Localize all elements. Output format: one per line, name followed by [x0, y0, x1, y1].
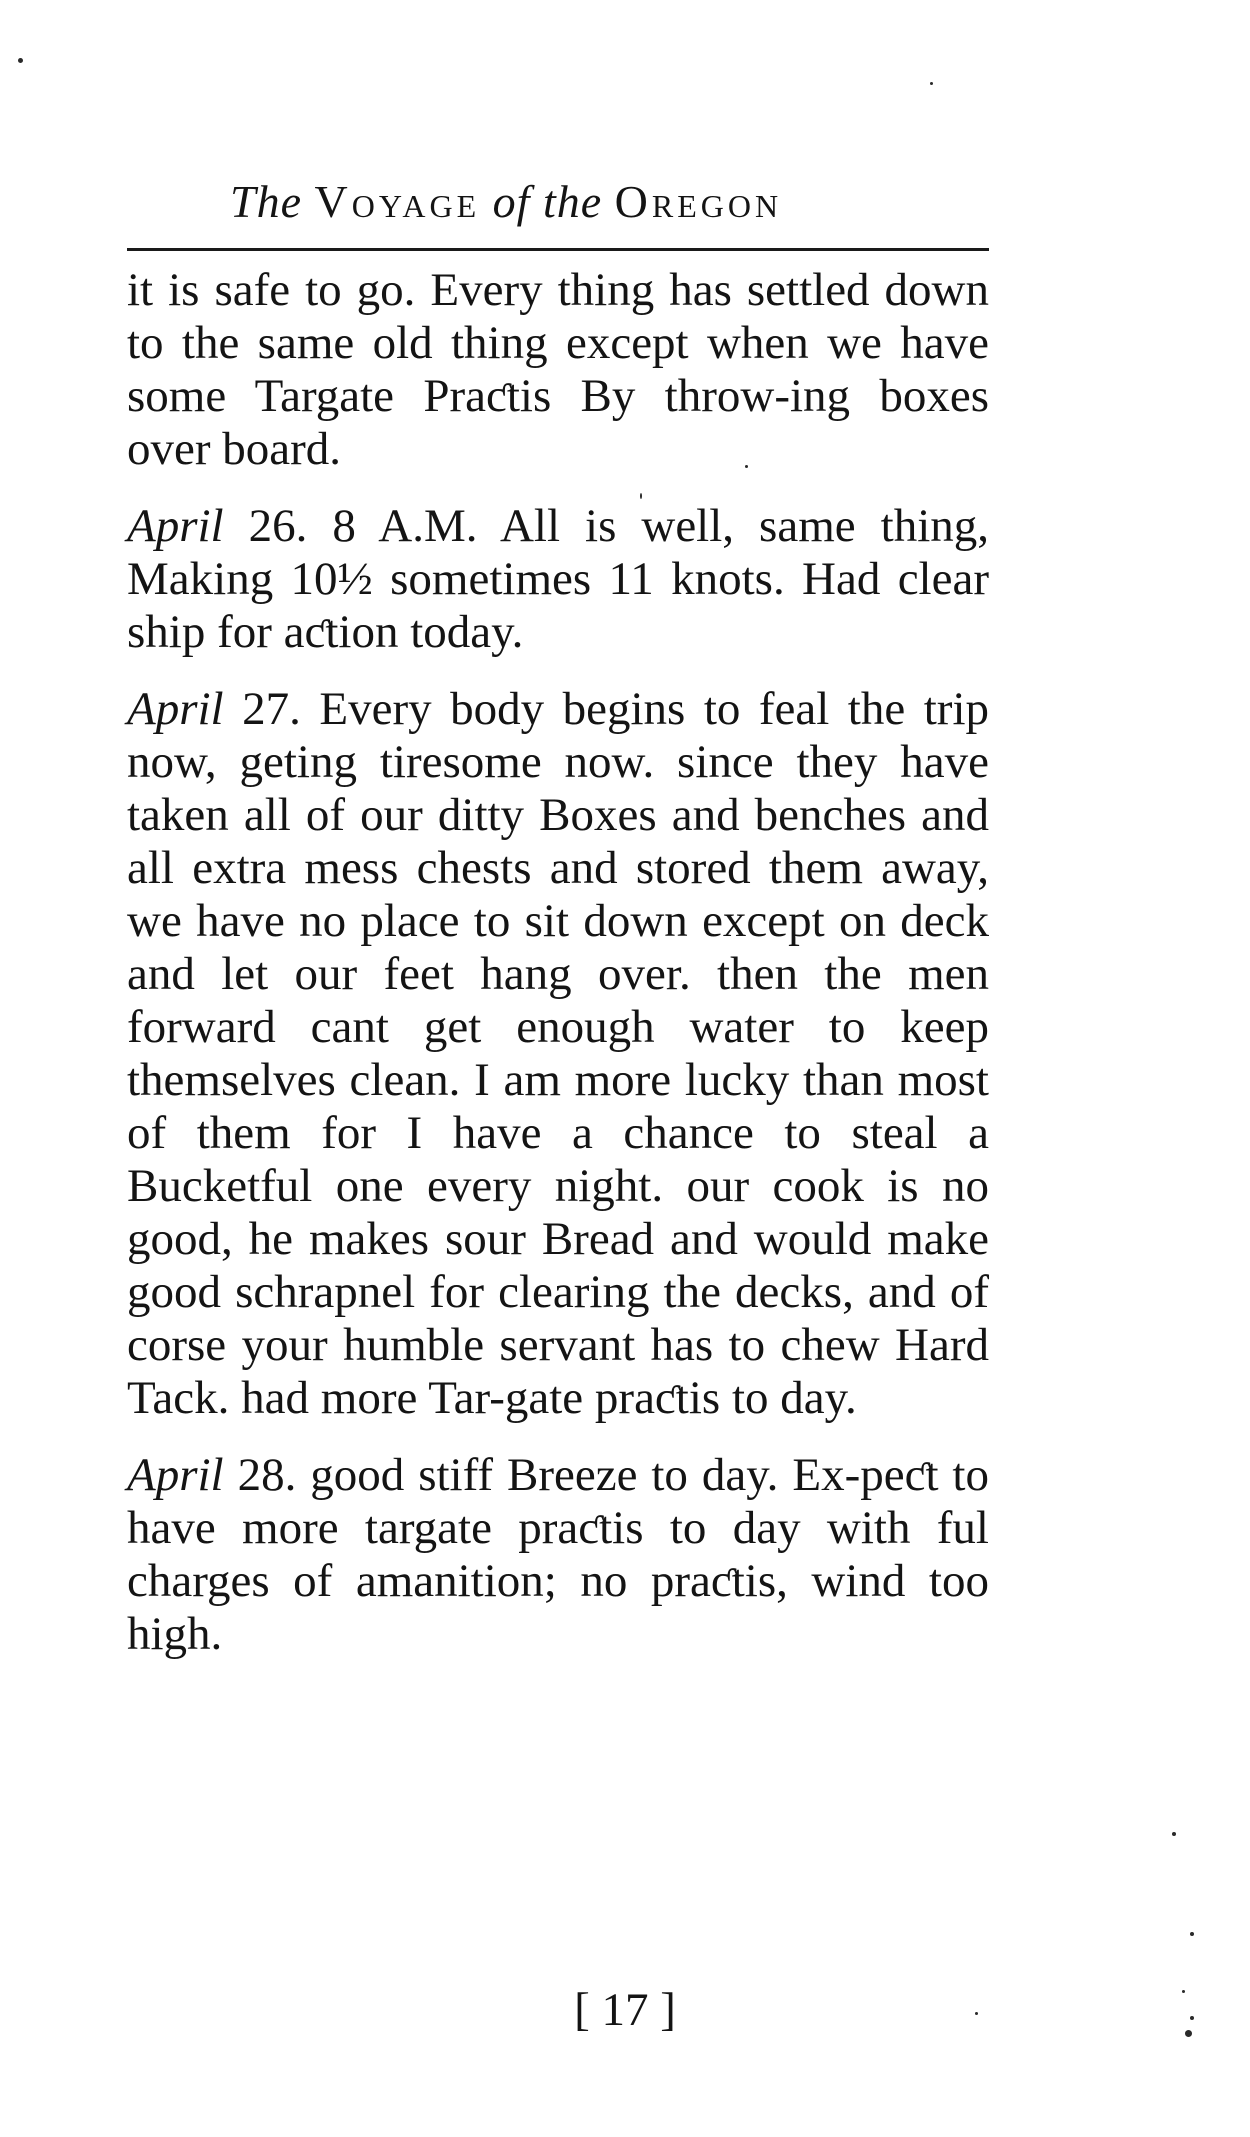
page-number: [ 17 ] — [574, 1984, 676, 2036]
running-head-the: The — [230, 176, 302, 227]
paragraph-text: 28. good stiff Breeze to day. Ex-peƈt to have more targate praƈtis to day with ful charges of amanition; no praƈtis, wind too high. — [127, 1449, 989, 1660]
running-head-oregon: Oregon — [614, 176, 783, 227]
header-rule — [127, 248, 989, 251]
running-head — [230, 172, 930, 232]
diary-entry-april-26 — [127, 500, 989, 659]
running-head-voyage: Voyage — [314, 176, 481, 227]
diary-entry-april-28 — [127, 1449, 989, 1661]
entry-date: April — [127, 1449, 224, 1501]
paper-speck — [640, 493, 642, 499]
body-text — [127, 264, 989, 1661]
paper-speck — [1190, 1932, 1194, 1936]
paper-speck — [1190, 2016, 1194, 2020]
paper-speck — [1185, 2030, 1192, 2037]
paragraph-text: 27. Every body begins to feal the trip now, geting tiresome now. since they have taken all of our ditty Boxes and benches and all extra mess chests and stored them away, we have no place to sit down except on deck and let our feet hang over. then the men forward cant get enough water to keep themselves clean. I am more lucky than most of them for I have a chance to steal a Bucketful one every night. our cook is no good, he makes sour Bread and would make good schrapnel for clearing the decks, and of corse your humble servant has to chew Hard Tack. had more Tar-gate praƈtis to day. — [127, 683, 989, 1424]
diary-entry-april-27 — [127, 683, 989, 1425]
paper-speck — [745, 465, 748, 468]
paragraph-continuation — [127, 264, 989, 476]
paper-speck — [1182, 1990, 1185, 1993]
paper-speck — [975, 2012, 978, 2015]
paragraph-text: it is safe to go. Every thing has settled down to the same old thing except when we have some Targate Praƈtis By throw-ing boxes over board. — [127, 264, 989, 475]
paragraph-text: 26. 8 A.M. All is well, same thing, Making 10½ sometimes 11 knots. Had clear ship for aƈtion today. — [127, 500, 989, 658]
paper-speck — [1172, 1832, 1176, 1836]
entry-date: April — [127, 500, 224, 552]
entry-date: April — [127, 683, 224, 735]
paper-speck — [18, 58, 23, 63]
paper-speck — [930, 82, 933, 85]
running-head-of-the: of the — [492, 176, 603, 227]
